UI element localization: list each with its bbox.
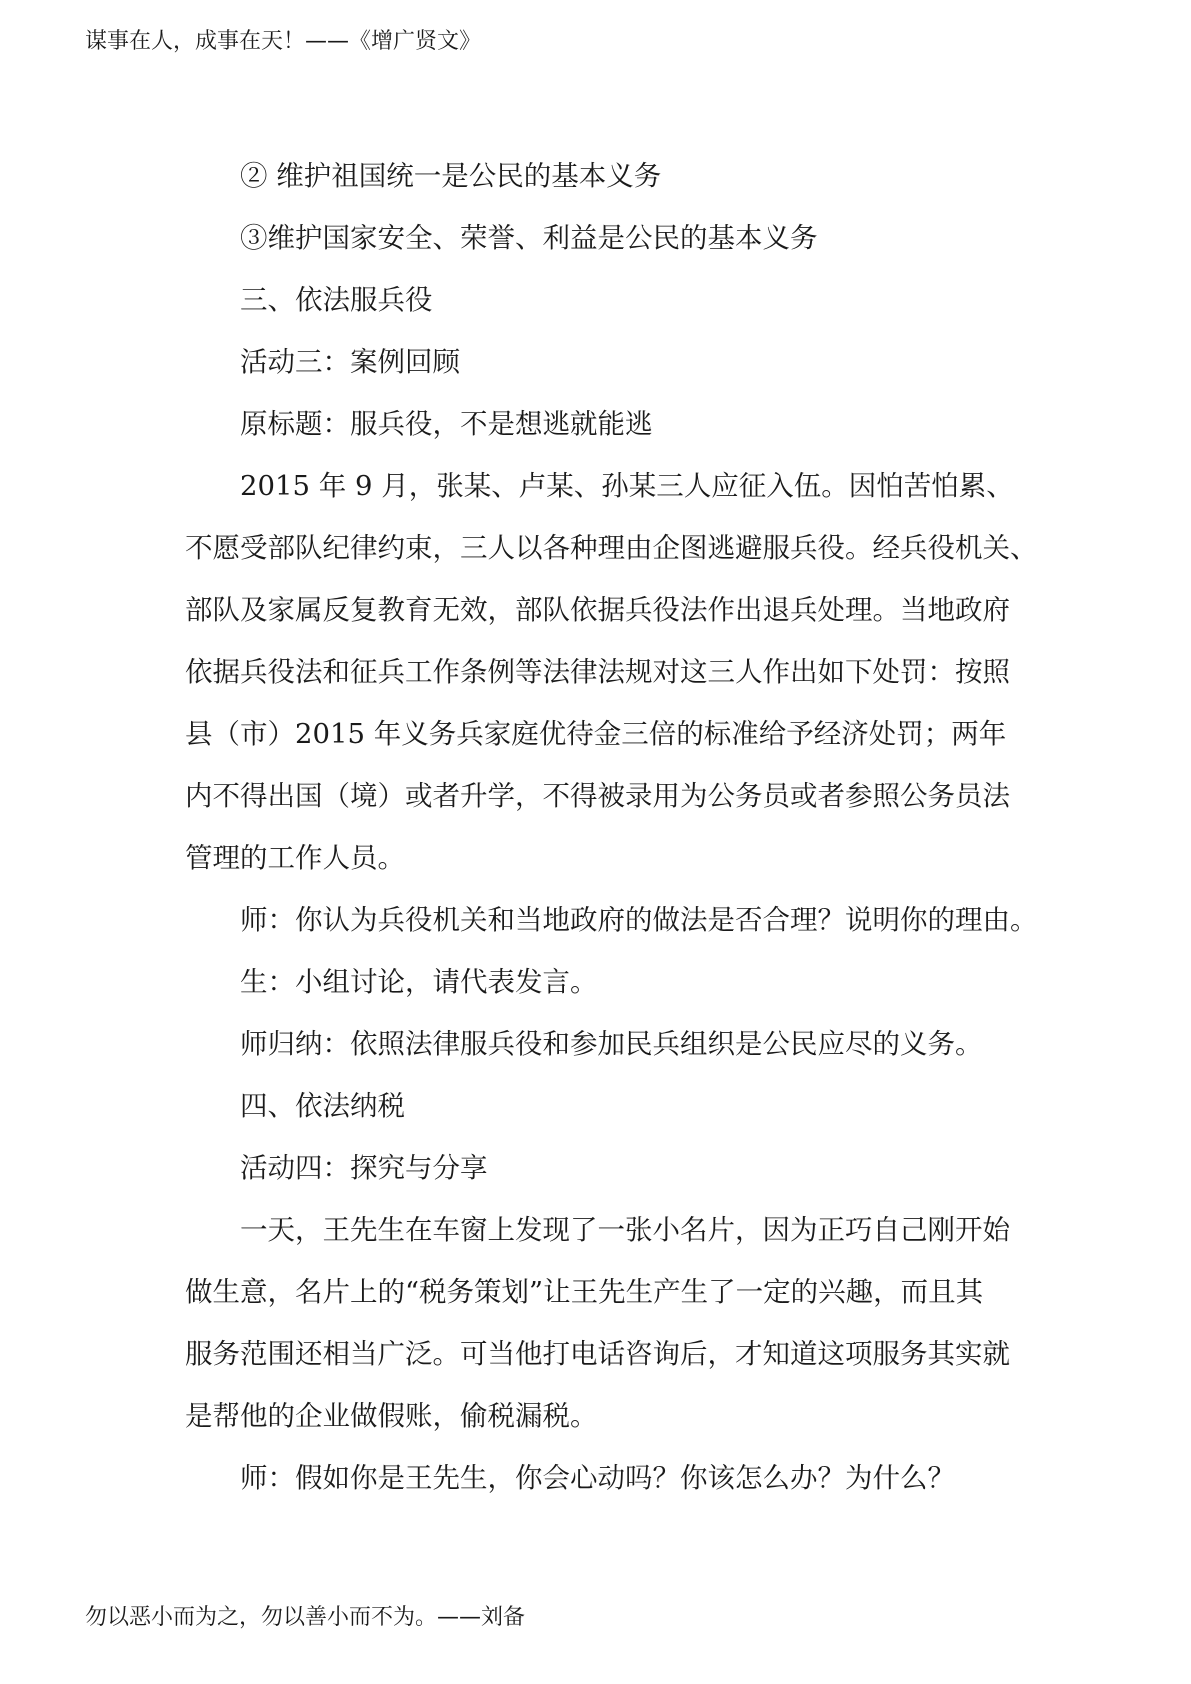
- header-quote: 谋事在人，成事在天！——《增广贤文》: [85, 29, 482, 54]
- paragraph-line: 2015 年 9 月，张某、卢某、孙某三人应征入伍。因怕苦怕累、: [240, 470, 1014, 502]
- student-response: 生：小组讨论，请代表发言。: [240, 966, 598, 998]
- document-body: [185, 145, 1038, 1509]
- teacher-question: 师：你认为兵役机关和当地政府的做法是否合理？说明你的理由。: [240, 904, 1038, 936]
- paragraph-line: 做生意，名片上的“税务策划”让王先生产生了一定的兴趣，而且其: [185, 1276, 984, 1308]
- paragraph-line: 依据兵役法和征兵工作条例等法律法规对这三人作出如下处罚：按照: [185, 656, 1010, 688]
- paragraph-line: 县（市）2015 年义务兵家庭优待金三倍的标准给予经济处罚；两年: [185, 718, 1007, 750]
- section-heading: 三、依法服兵役: [240, 284, 433, 316]
- paragraph-line: 不愿受部队纪律约束，三人以各种理由企图逃避服兵役。经兵役机关、: [185, 532, 1038, 564]
- paragraph-line: 内不得出国（境）或者升学，不得被录用为公务员或者参照公务员法: [185, 780, 1010, 812]
- footer-quote: 勿以恶小而为之，勿以善小而不为。——刘备: [85, 1605, 526, 1630]
- paragraph-line: 是帮他的企业做假账，偷税漏税。: [185, 1400, 598, 1432]
- section-heading: 四、依法纳税: [240, 1090, 405, 1122]
- text-line: ② 维护祖国统一是公民的基本义务: [240, 160, 662, 192]
- activity-heading: 活动三：案例回顾: [240, 346, 460, 378]
- paragraph-line: 服务范围还相当广泛。可当他打电话咨询后，才知道这项服务其实就: [185, 1338, 1010, 1370]
- teacher-summary: 师归纳：依照法律服兵役和参加民兵组织是公民应尽的义务。: [240, 1028, 983, 1060]
- paragraph-line: 部队及家属反复教育无效，部队依据兵役法作出退兵处理。当地政府: [185, 594, 1010, 626]
- activity-heading: 活动四：探究与分享: [240, 1152, 488, 1184]
- text-line: 原标题：服兵役，不是想逃就能逃: [240, 408, 653, 440]
- teacher-question: 师：假如你是王先生，你会心动吗？你该怎么办？为什么？: [240, 1462, 955, 1494]
- paragraph-line: 管理的工作人员。: [185, 842, 405, 874]
- paragraph-line: 一天，王先生在车窗上发现了一张小名片，因为正巧自己刚开始: [240, 1214, 1010, 1246]
- text-line: ③维护国家安全、荣誉、利益是公民的基本义务: [240, 222, 818, 254]
